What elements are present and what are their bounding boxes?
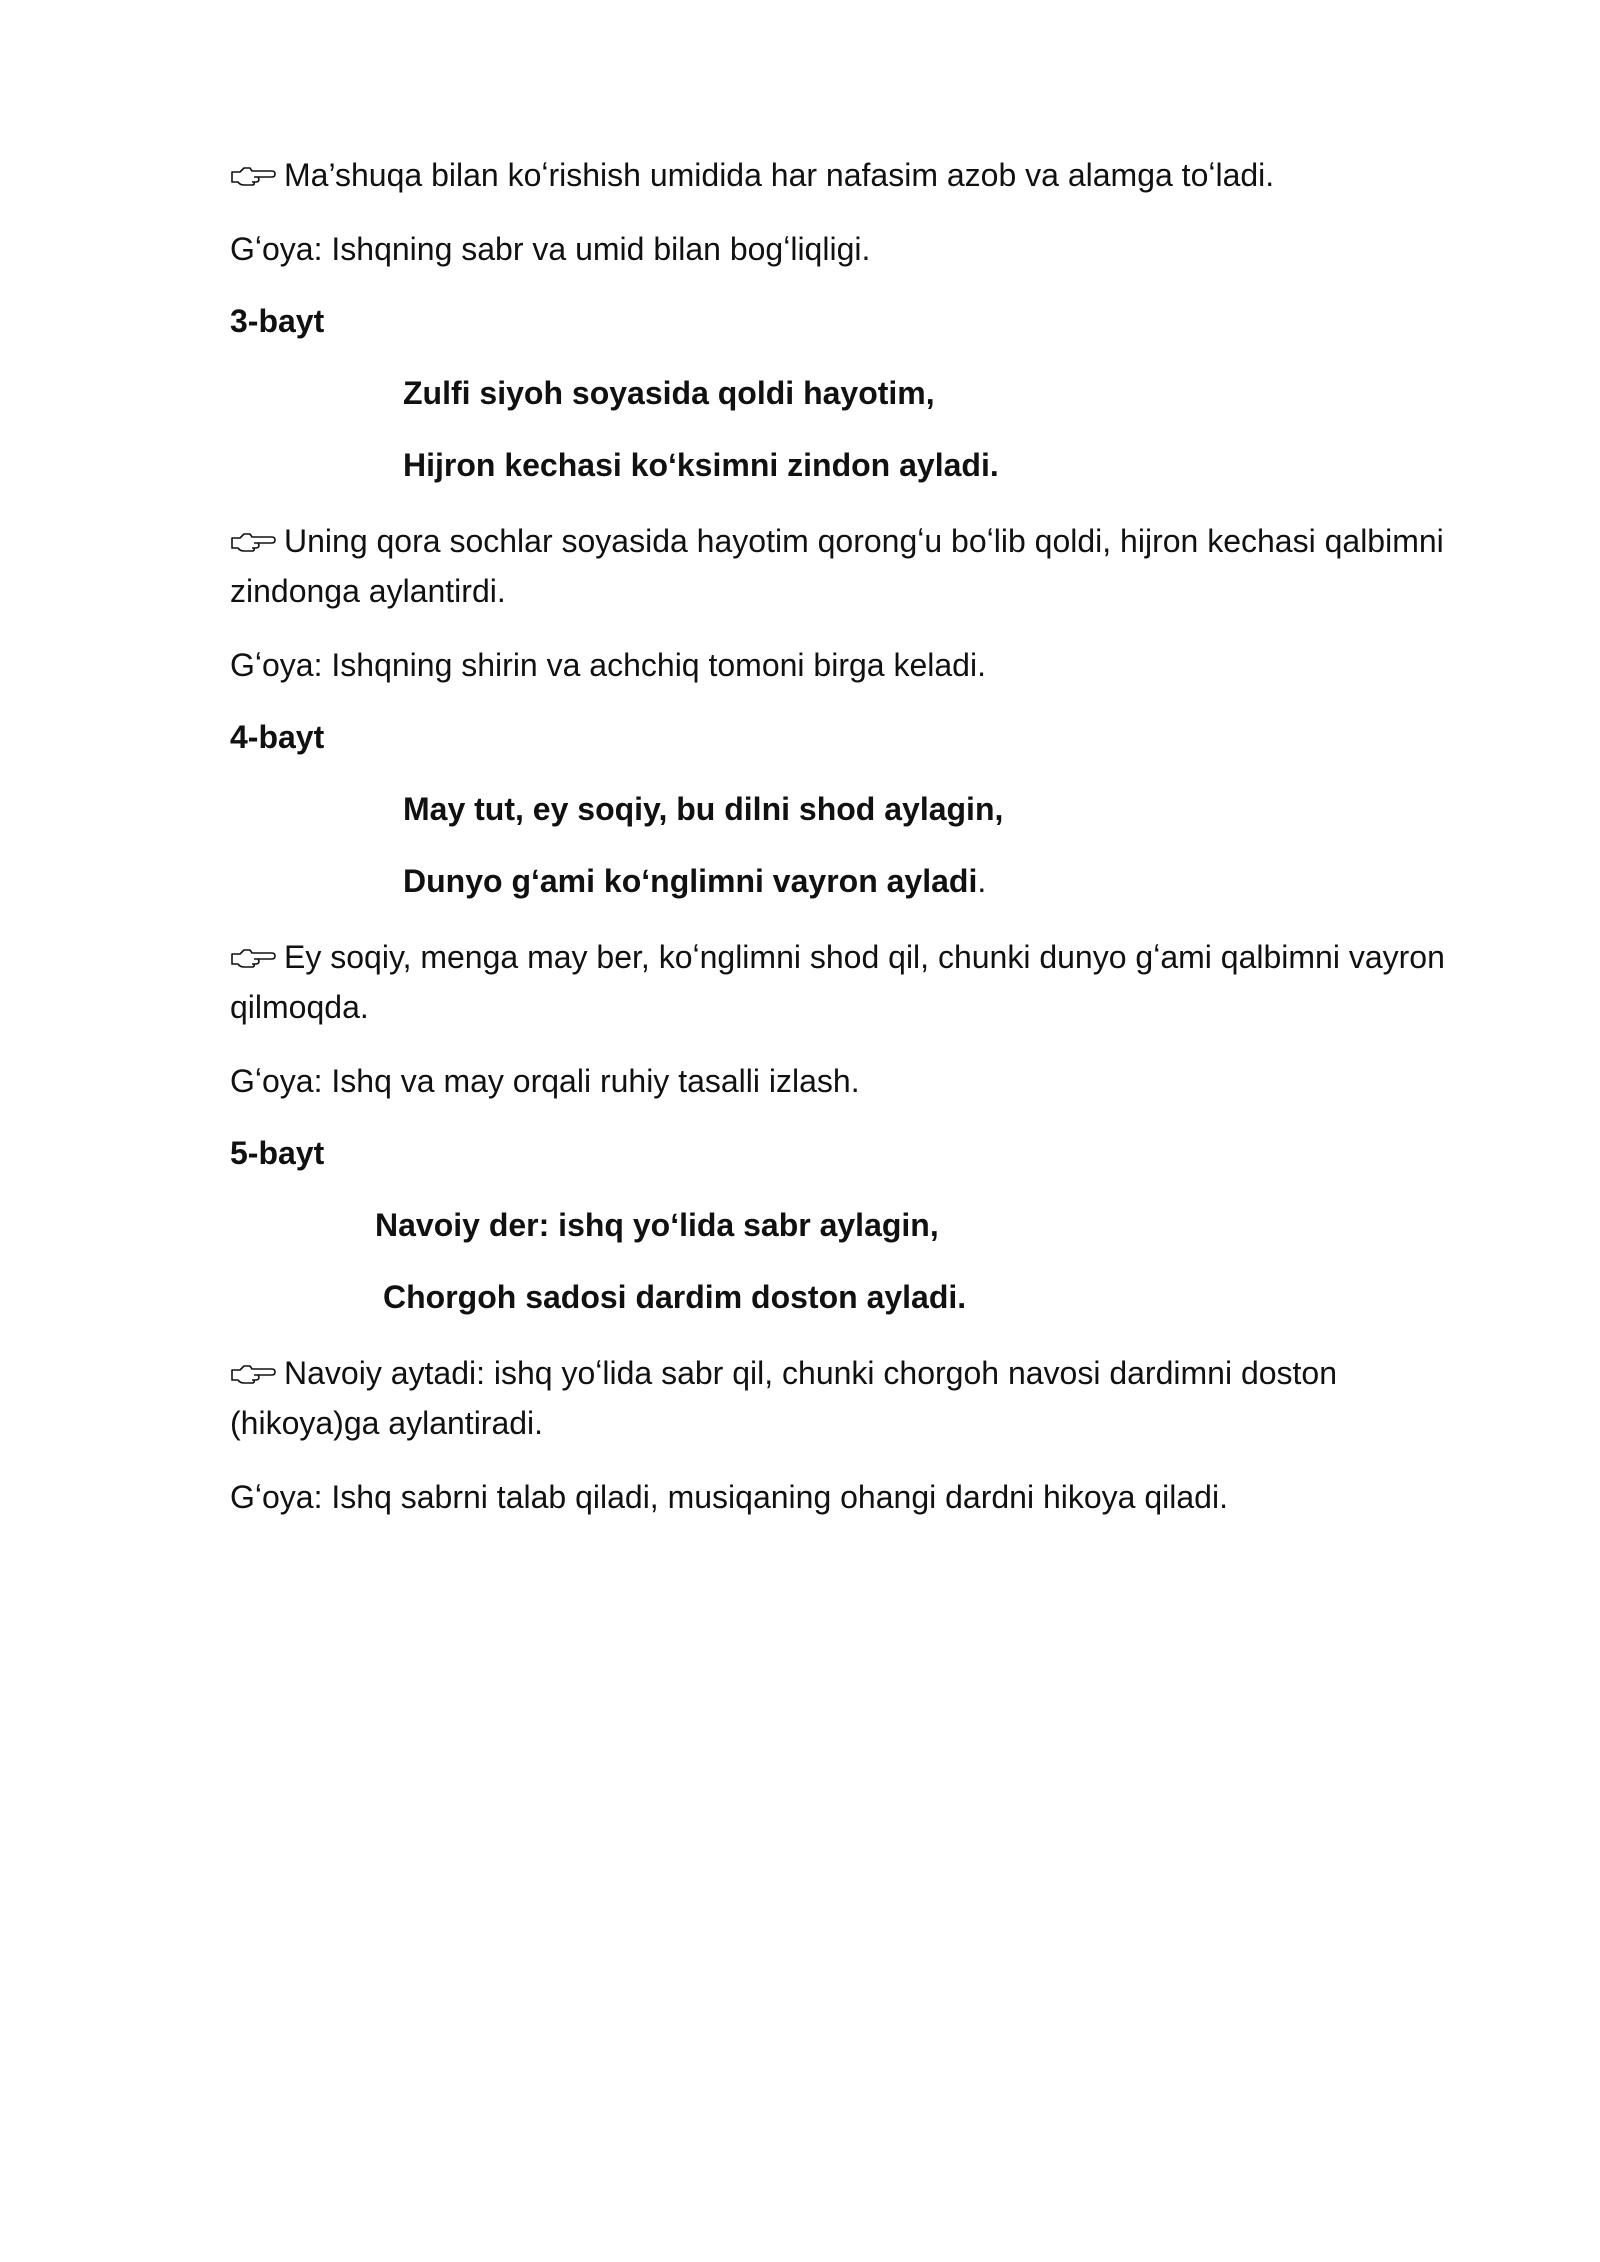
pointing-hand-icon: [230, 945, 276, 971]
pointing-hand-icon: [230, 1361, 276, 1387]
stanza-heading: 4-bayt: [230, 719, 325, 755]
explanation-paragraph: Navoiy aytadi: ishq yoʻlida sabr qil, chunki chorgoh navosi dardimni doston (hikoya)ga aylantiradi.: [230, 1355, 1338, 1441]
pointing-hand-icon: [230, 163, 276, 189]
idea-paragraph: Gʻoya: Ishq sabrni talab qiladi, musiqaning ohangi dardni hikoya qiladi.: [230, 1479, 1228, 1515]
stanza-heading: 3-bayt: [230, 303, 325, 339]
verse-line: Hijron kechasi koʻksimni zindon ayladi.: [403, 447, 999, 483]
stanza-heading: 5-bayt: [230, 1135, 325, 1171]
document-body: [230, 150, 1470, 1544]
idea-paragraph: Gʻoya: Ishq va may orqali ruhiy tasalli izlash.: [230, 1063, 860, 1099]
verse-line: Chorgoh sadosi dardim doston ayladi.: [383, 1279, 967, 1315]
explanation-paragraph: Uning qora sochlar soyasida hayotim qorongʻu boʻlib qoldi, hijron kechasi qalbimni zindonga aylantirdi.: [230, 523, 1444, 609]
pointing-hand-icon: [230, 529, 276, 555]
explanation-paragraph: Ma’shuqa bilan koʻrishish umidida har nafasim azob va alamga toʻladi.: [230, 150, 1470, 200]
verse-line: Navoiy der: ishq yoʻlida sabr aylagin,: [375, 1207, 939, 1243]
idea-paragraph: Gʻoya: Ishqning sabr va umid bilan bogʻliqligi.: [230, 231, 871, 267]
verse-line: Zulfi siyoh soyasida qoldi hayotim,: [403, 375, 935, 411]
idea-paragraph: Gʻoya: Ishqning shirin va achchiq tomoni birga keladi.: [230, 647, 986, 683]
verse-line: Dunyo gʻami koʻnglimni vayron ayladi.: [403, 863, 987, 899]
verse-line: May tut, ey soqiy, bu dilni shod aylagin,: [403, 791, 1004, 827]
explanation-paragraph: Ey soqiy, menga may ber, koʻnglimni shod qil, chunki dunyo gʻami qalbimni vayron qilmoqda.: [230, 939, 1445, 1025]
